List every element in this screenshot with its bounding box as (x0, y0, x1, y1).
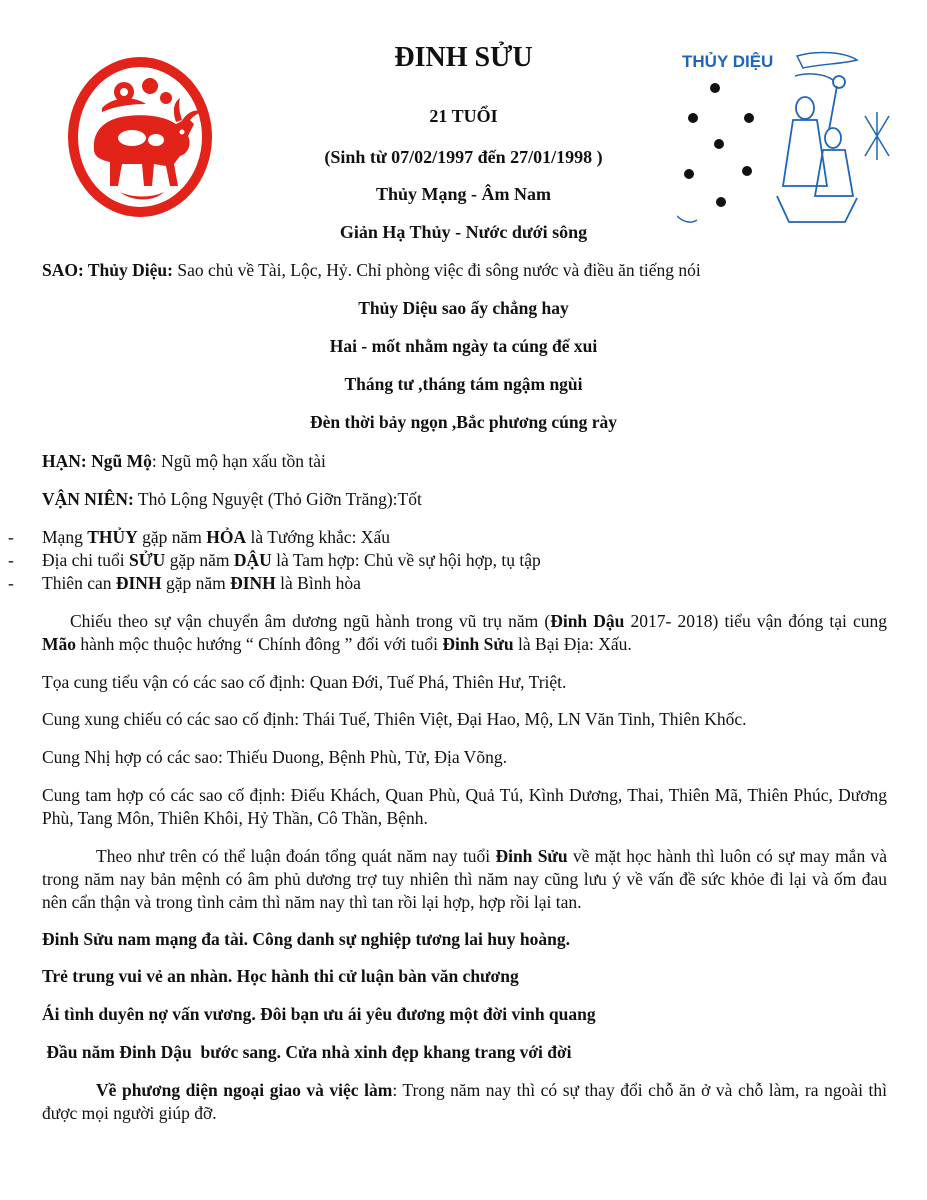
bullet-item (8, 573, 361, 594)
bullet-text: là Bình hòa (275, 573, 361, 593)
ngoai-giao-paragraph (42, 1079, 887, 1125)
chieu-text: là Bại Địa: Xấu. (513, 634, 632, 654)
poem1-line-2: Hai - mốt nhằm ngày ta cúng để xui (329, 336, 598, 356)
van-nien-text: Thỏ Lộng Nguyệt (Thỏ Giỡn Trăng):Tốt (133, 489, 422, 509)
bullet-bold: THỦY (87, 527, 138, 547)
bullet-item (8, 527, 390, 548)
chieu-text: Chiếu theo sự vận chuyển âm dương ngũ hành trong vũ trụ năm ( (70, 611, 551, 631)
bullet-text: Thiên can (42, 573, 116, 593)
poem2-line-4: Đầu năm Đinh Dậu bước sang. Cửa nhà xinh đẹp khang trang với đời (42, 1042, 572, 1062)
chieu-text: hành mộc thuộc hướng “ Chính đông ” đối với tuổi (76, 634, 443, 654)
cung-xung-paragraph: Cung xung chiếu có các sao cố định: Thái Tuế, Thiên Việt, Đại Hao, Mộ, LN Văn Tinh, Thiên Khốc. (42, 709, 747, 729)
bullet-dash-icon: - (8, 527, 14, 547)
poem1-line-1: Thủy Diệu sao ấy chẳng hay (358, 298, 569, 318)
ngoai-giao-label: Về phương diện ngoại giao và việc làm (96, 1080, 393, 1100)
van-nien-label: VẬN NIÊN: (42, 489, 134, 509)
bullet-text: là Tam hợp: Chủ về sự hội hợp, tụ tập (271, 550, 541, 570)
bullet-bold: DẬU (233, 550, 272, 570)
theo-nhu-text: Theo như trên có thể luận đoán tổng quát năm nay tuổi (96, 846, 496, 866)
bullet-text: Mạng (42, 527, 88, 547)
bullet-bold: ĐINH (115, 573, 162, 593)
chieu-text: 2017- 2018) tiểu vận đóng tại cung (624, 611, 887, 631)
poem2-line-3: Ái tình duyên nợ vấn vương. Đôi bạn ưu ái yêu đương một đời vinh quang (42, 1004, 596, 1024)
cung-nhi-paragraph: Cung Nhị hợp có các sao: Thiếu Duong, Bệnh Phù, Tử, Địa Võng. (42, 747, 507, 767)
poem2-line-2: Trẻ trung vui vẻ an nhàn. Học hành thi cử luận bàn văn chương (42, 966, 519, 986)
han-label: HẠN: Ngũ Mộ (42, 451, 152, 471)
van-nien-line (42, 489, 422, 510)
chieu-paragraph (42, 610, 887, 656)
bullet-bold: HỎA (206, 527, 247, 547)
chieu-bold: Mão (42, 634, 77, 654)
sao-label: SAO: Thủy Diệu: (42, 260, 173, 280)
chieu-bold: Đinh Dậu (550, 611, 625, 631)
chieu-bold: Đinh Sửu (442, 634, 514, 654)
bullet-dash-icon: - (8, 573, 14, 593)
toa-cung-paragraph: Tọa cung tiểu vận có các sao cố định: Quan Đới, Tuế Phá, Thiên Hư, Triệt. (42, 672, 567, 692)
element-description: Giản Hạ Thủy - Nước dưới sông (339, 222, 588, 242)
bullet-text: là Tướng khắc: Xấu (246, 527, 390, 547)
age-label: 21 TUỔI (429, 106, 498, 126)
theo-nhu-bold: Đinh Sửu (495, 846, 568, 866)
han-line (42, 451, 326, 472)
theo-nhu-paragraph (42, 845, 887, 914)
poem1-line-4: Đèn thời bảy ngọn ,Bắc phương cúng rày (309, 412, 618, 432)
bullet-item (8, 550, 541, 571)
cung-tam-paragraph: Cung tam hợp có các sao cố định: Điếu Khách, Quan Phù, Quả Tú, Kình Dương, Thai, Thiên Mã, Thiên Phúc, Dương Phù, Tang Môn, Thiên Khôi, Hỷ Thần, Cô Thần, Bệnh. (42, 785, 887, 828)
poem1-line-3: Tháng tư ,tháng tám ngậm ngùi (344, 374, 583, 394)
birth-range: (Sinh từ 07/02/1997 đến 27/01/1998 ) (324, 147, 603, 167)
page-title: ĐINH SỬU (394, 42, 533, 73)
ngoai-giao-text: : Trong năm nay thì có sự thay đổi chỗ ăn ở và chỗ làm, ra ngoài thì được mọi người giúp đỡ. (42, 1080, 887, 1123)
bullet-text: gặp năm (161, 573, 231, 593)
bullet-dash-icon: - (8, 550, 14, 570)
star-image-label: THỦY DIỆU (682, 52, 774, 71)
bullet-text: gặp năm (165, 550, 234, 570)
han-text: : Ngũ mộ hạn xấu tồn tài (151, 451, 326, 471)
sao-text: Sao chủ về Tài, Lộc, Hỷ. Chỉ phòng việc đi sông nước và điều ăn tiếng nói (172, 260, 701, 280)
bullet-text: gặp năm (137, 527, 207, 547)
poem2-line-1: Đinh Sửu nam mạng đa tài. Công danh sự nghiệp tương lai huy hoàng. (42, 929, 570, 949)
element-label: Thủy Mạng - Âm Nam (375, 184, 551, 204)
bullet-text: Địa chi tuổi (42, 550, 129, 570)
bullet-bold: ĐINH (230, 573, 276, 593)
sao-line (42, 260, 701, 281)
theo-nhu-text: về mặt học hành thì luôn có sự may mắn và trong năm nay bản mệnh có âm phủ dương trợ tuy nhiên thì năm nay cũng lưu ý về vấn đề sức khỏe đi lại và ốm đau nên cẩn thận và trong tình cảm thì năm nay thì tan rồi lại hợp, hợp rồi lại tan. (42, 846, 887, 912)
bullet-bold: SỬU (129, 550, 166, 570)
